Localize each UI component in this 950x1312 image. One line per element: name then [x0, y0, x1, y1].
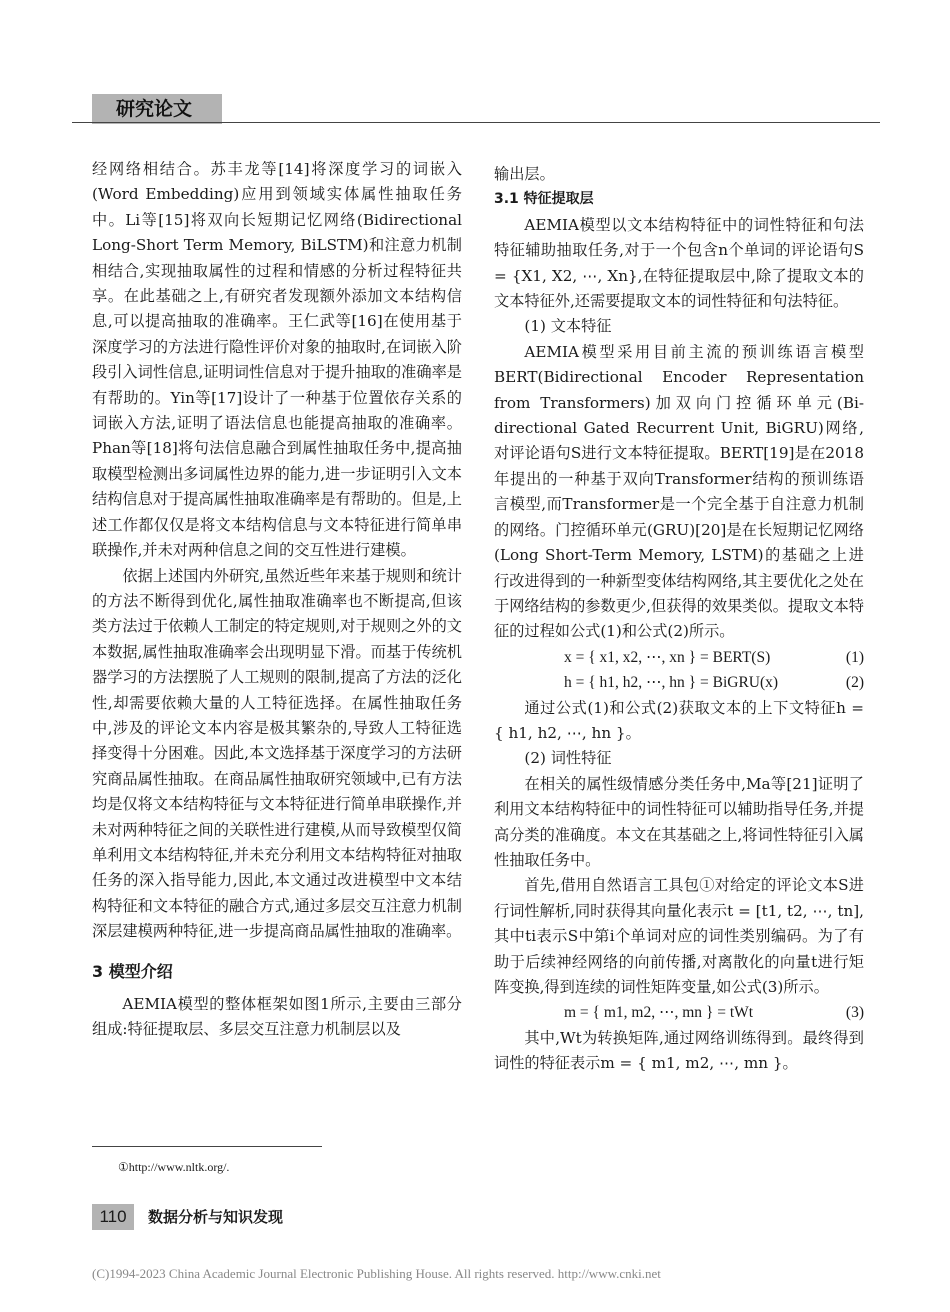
paragraph: 首先,借用自然语言工具包①对给定的评论文本S进行词性解析,同时获得其向量化表示t = [t1, t2, ⋯, tn],其中ti表示S中第i个单词对应的词性类别编码。为了有助于后续神经网络的向前传播,对离散化的向量t进行矩阵变换,得到连续的词性矩阵变量,如公式(3)所示。 — [494, 876, 864, 996]
equation-1 — [494, 645, 864, 670]
paragraph: AEMIA模型的整体框架如图1所示,主要由三部分组成:特征提取层、多层交互注意力机制层以及 — [92, 995, 462, 1039]
equation-number: (2) — [845, 674, 864, 692]
equation: h = { h1, h2, ⋯, hn } = BiGRU(x) — [564, 674, 779, 692]
subheading: (1) 文本特征 — [524, 317, 612, 336]
equation-number: (1) — [845, 648, 864, 666]
equation: x = { x1, x2, ⋯, xn } = BERT(S) — [564, 648, 771, 666]
paragraph: AEMIA模型采用目前主流的预训练语言模型BERT(Bidirectional Encoder Representation from Transformers)加双向门控循环单元(Bi-directional Gated Recurrent Unit, BiGRU)网络,对评论语句S进行文本特征提取。BERT[19]是在2018年提出的一种基于双向Transformer结构的预训练语言模型,而Transformer是一个完全基于自注意力机制的网络。门控循环单元(GRU)[20]是在长短期记忆网络(Long Short-Term Memory, LSTM)的基础之上进行改进得到的一种新型变体结构网络,其主要优化之处在于网络结构的参数更少,但获得的效果类似。提取文本特征的过程如公式(1)和公式(2)所示。 — [494, 342, 864, 641]
subsection-heading: 3.1 特征提取层 — [494, 191, 594, 208]
header-rule — [72, 122, 880, 123]
section-heading: 3 模型介绍 — [92, 961, 173, 981]
page-number: 110 — [92, 1204, 134, 1230]
paragraph: 通过公式(1)和公式(2)获取文本的上下文特征h = { h1, h2, ⋯, hn }。 — [494, 698, 864, 742]
paragraph: 其中,Wt为转换矩阵,通过网络训练得到。最终得到词性的特征表示m = { m1, m2, ⋯, mn }。 — [494, 1028, 864, 1073]
left-column — [92, 157, 462, 1043]
journal-name: 数据分析与知识发现 — [148, 1208, 284, 1226]
footnote-rule — [92, 1146, 322, 1147]
subheading: (2) 词性特征 — [524, 749, 612, 768]
paragraph: 经网络相结合。苏丰龙等[14]将深度学习的词嵌入(Word Embedding)应用到领域实体属性抽取任务中。Li等[15]将双向长短期记忆网络(Bidirectional Long-Short Term Memory, BiLSTM)和注意力机制相结合,实现抽取属性的过程和情感的分析过程特征共享。在此基础之上,有研究者发现额外添加文本结构信息,可以提高抽取的准确率。王仁武等[16]在使用基于深度学习的方法进行隐性评价对象的抽取时,在词嵌入阶段引入词性信息,证明词性信息对于提升抽取的准确率是有帮助的。Yin等[17]设计了一种基于位置依存关系的词嵌入方法,证明了语法信息也能提高抽取的准确率。Phan等[18]将句法信息融合到属性抽取任务中,提高抽取模型检测出多词属性边界的能力,进一步证明引入文本结构信息对于提高属性抽取准确率是有帮助的。但是,上述工作都仅仅是将文本结构信息与文本特征进行简单串联操作,并未对两种信息之间的交互性进行建模。 — [92, 160, 462, 560]
paragraph: 依据上述国内外研究,虽然近些年来基于规则和统计的方法不断得到优化,属性抽取准确率也不断提高,但该类方法过于依赖人工制定的特定规则,对于规则之外的文本数据,属性抽取准确率会出现明显下滑。而基于传统机器学习的方法摆脱了人工规则的限制,提高了方法的泛化性,却需要依赖大量的人工特征选择。在属性抽取任务中,涉及的评论文本内容是极其繁杂的,导致人工特征选择变得十分困难。因此,本文选择基于深度学习的方法研究商品属性抽取。在商品属性抽取研究领域中,已有方法均是仅将文本结构特征与文本特征进行简单串联操作,并未对两种特征之间的关联性进行建模,从而导致模型仅简单利用文本结构特征,并未充分利用文本结构特征对抽取任务的深入指导能力,因此,本文通过改进模型中文本结构特征和文本特征的融合方式,通过多层交互注意力机制深层建模两种特征,进一步提高商品属性抽取的准确率。 — [92, 566, 462, 941]
right-column — [494, 162, 864, 1077]
paragraph: 输出层。 — [494, 165, 555, 183]
equation-2 — [494, 670, 864, 695]
equation-number: (3) — [845, 1004, 864, 1022]
paragraph: AEMIA模型以文本结构特征中的词性特征和句法特征辅助抽取任务,对于一个包含n个单词的评论语句S = {X1, X2, ⋯, Xn},在特征提取层中,除了提取文本的文本特征外,还需要提取文本的词性特征和句法特征。 — [494, 215, 864, 311]
equation-3 — [494, 1000, 864, 1025]
footnote: ①http://www.nltk.org/. — [118, 1160, 230, 1174]
equation: m = { m1, m2, ⋯, mn } = tWt — [564, 1004, 754, 1022]
copyright-line: (C)1994-2023 China Academic Journal Electronic Publishing House. All rights reserved. http://www.cnki.net — [92, 1266, 661, 1281]
section-label: 研究论文 — [92, 94, 222, 124]
paragraph: 在相关的属性级情感分类任务中,Ma等[21]证明了利用文本结构特征中的词性特征可以辅助指导任务,并提高分类的准确度。本文在其基础之上,将词性特征引入属性抽取任务中。 — [494, 774, 864, 869]
